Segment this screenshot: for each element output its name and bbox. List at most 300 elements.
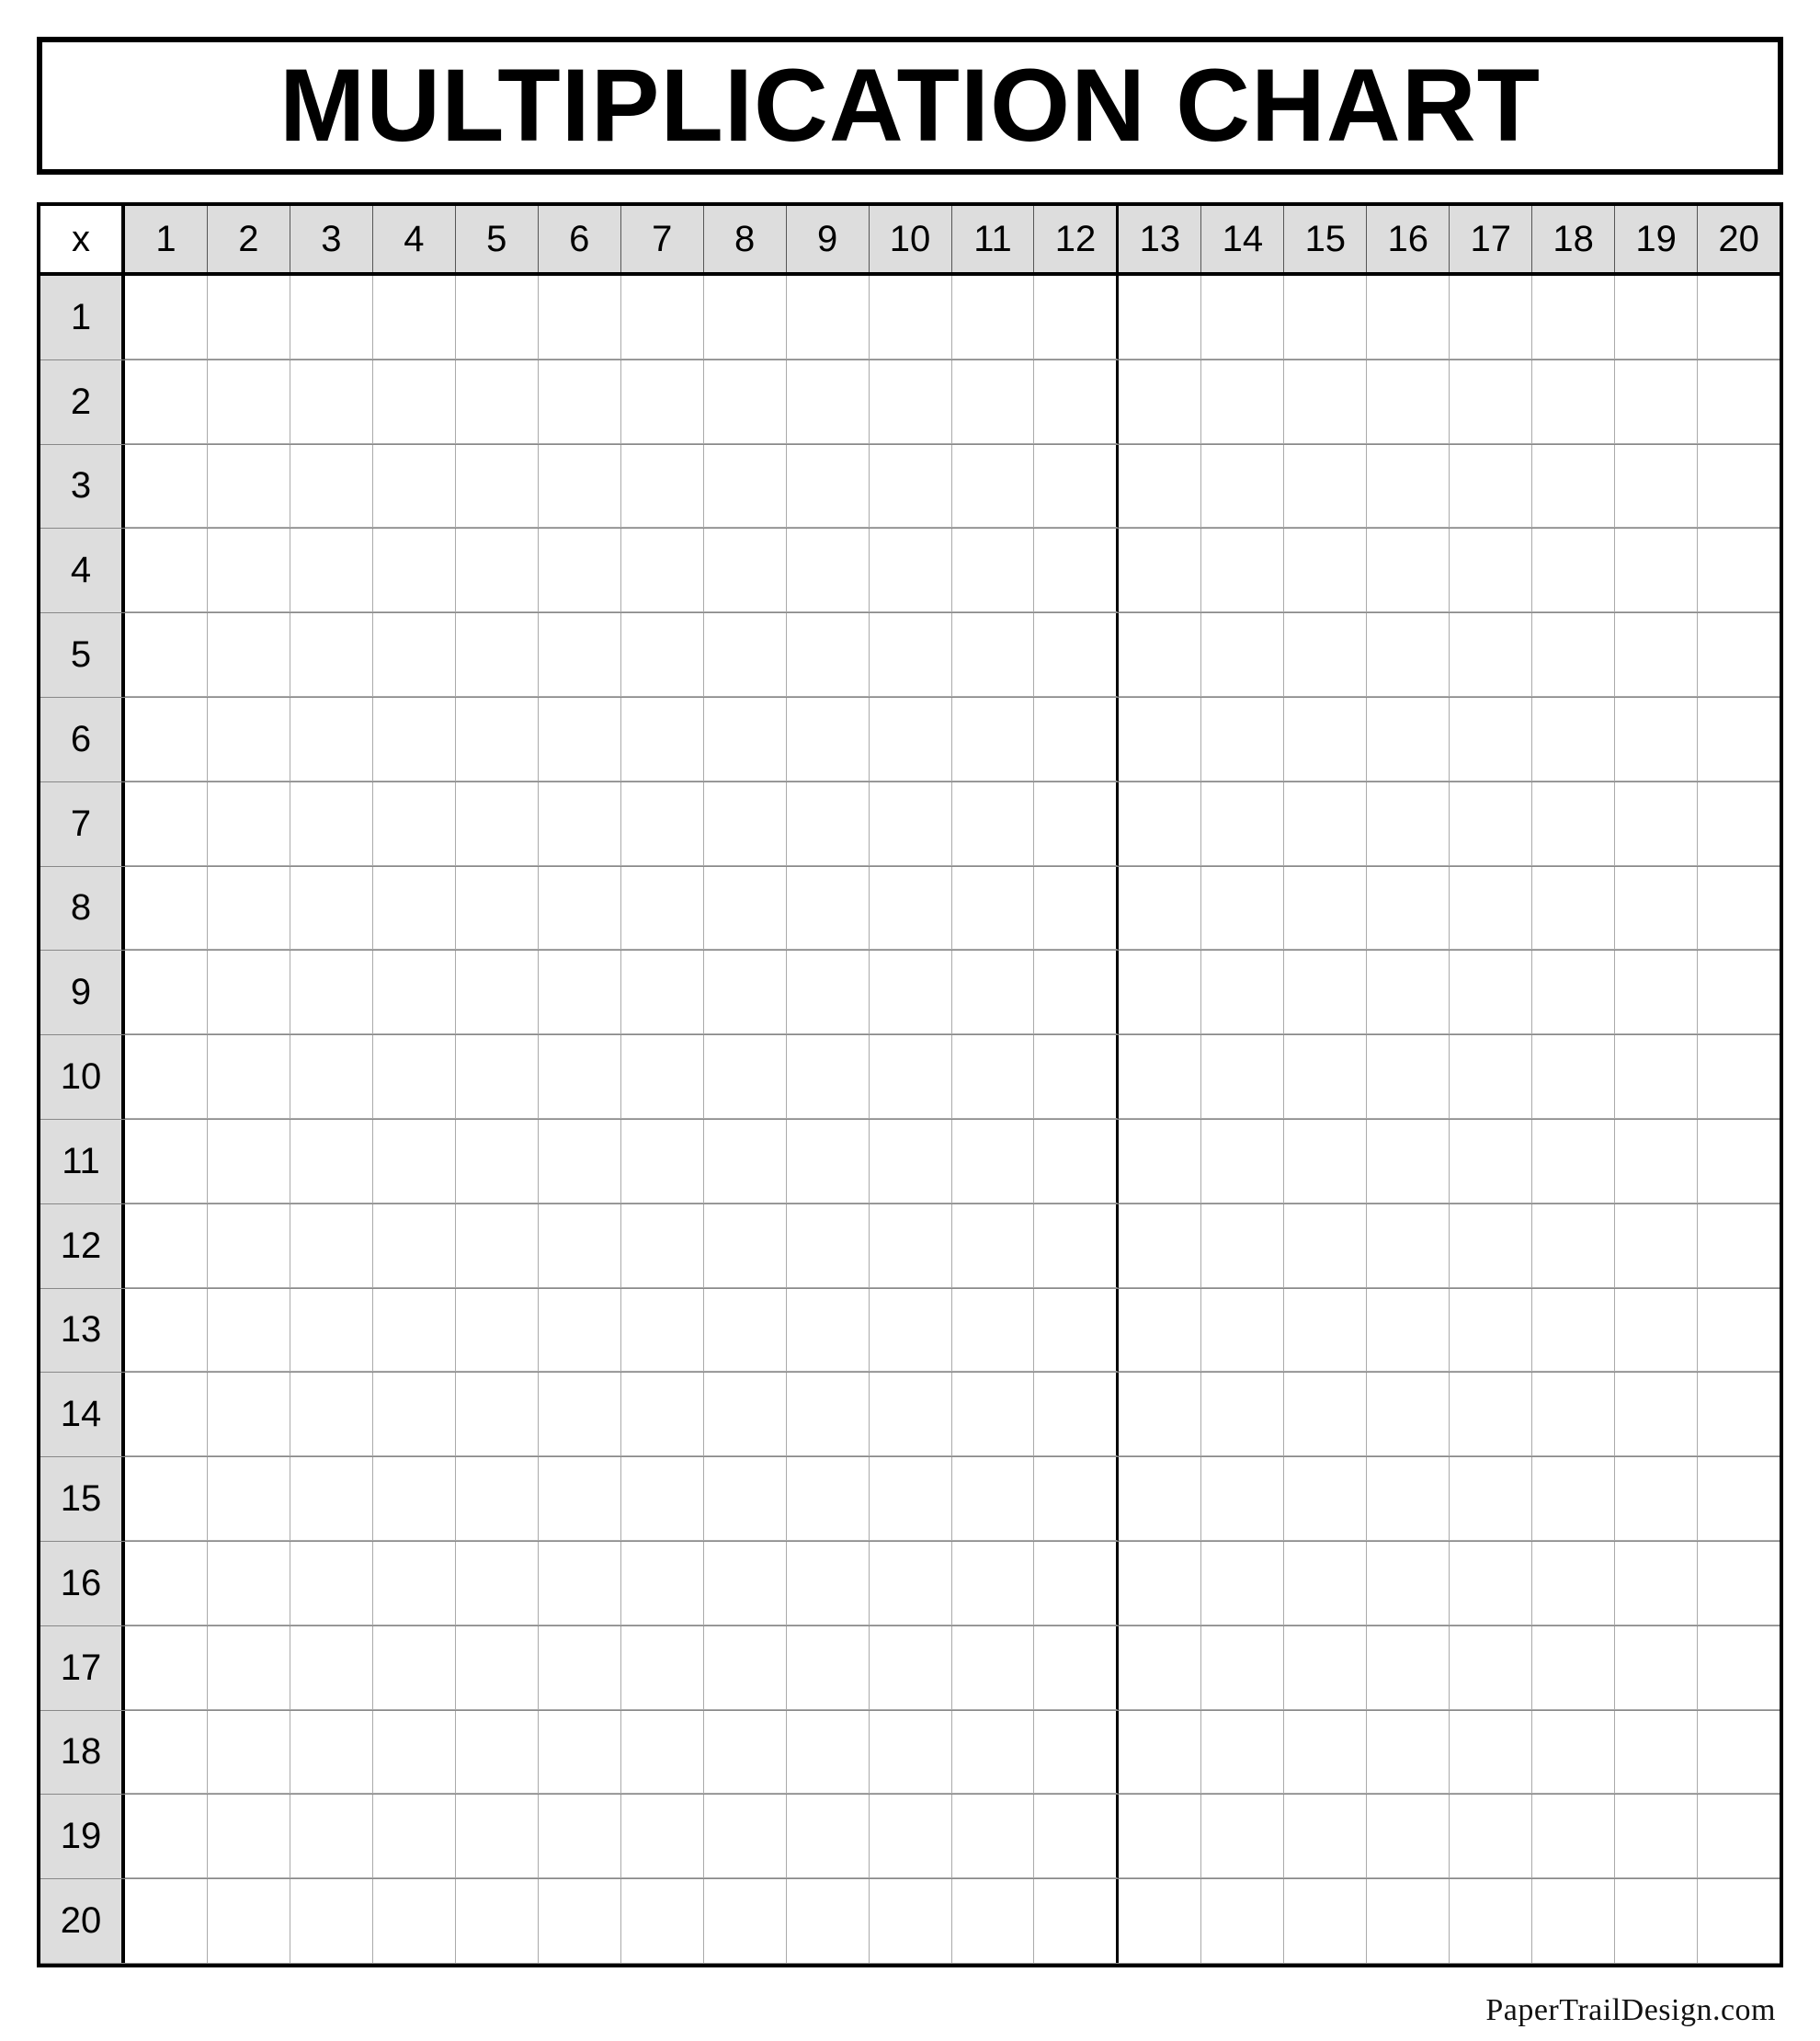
grid-cell[interactable] (539, 1879, 621, 1963)
grid-cell[interactable] (1367, 1204, 1450, 1288)
grid-cell[interactable] (1532, 360, 1615, 444)
grid-cell[interactable] (1119, 698, 1201, 781)
grid-cell[interactable] (1698, 951, 1780, 1034)
grid-cell[interactable] (704, 1626, 787, 1710)
grid-cell[interactable] (1532, 1542, 1615, 1625)
grid-cell[interactable] (208, 445, 290, 529)
grid-cell[interactable] (125, 613, 208, 697)
grid-cell[interactable] (290, 1879, 373, 1963)
grid-cell[interactable] (870, 276, 952, 359)
grid-cell[interactable] (373, 613, 456, 697)
grid-cell[interactable] (1119, 1711, 1201, 1795)
grid-cell[interactable] (704, 529, 787, 612)
grid-cell[interactable] (125, 1795, 208, 1878)
grid-cell[interactable] (1450, 276, 1532, 359)
grid-cell[interactable] (1532, 1120, 1615, 1203)
grid-cell[interactable] (456, 1373, 539, 1456)
grid-cell[interactable] (952, 1457, 1035, 1541)
grid-cell[interactable] (1034, 951, 1119, 1034)
grid-cell[interactable] (208, 276, 290, 359)
grid-cell[interactable] (787, 529, 870, 612)
grid-cell[interactable] (1367, 1795, 1450, 1878)
grid-cell[interactable] (1532, 529, 1615, 612)
grid-cell[interactable] (621, 1204, 704, 1288)
grid-cell[interactable] (539, 1795, 621, 1878)
grid-cell[interactable] (787, 698, 870, 781)
grid-cell[interactable] (787, 360, 870, 444)
grid-cell[interactable] (787, 1035, 870, 1119)
grid-cell[interactable] (1034, 867, 1119, 951)
grid-cell[interactable] (1367, 1542, 1450, 1625)
grid-cell[interactable] (1119, 782, 1201, 866)
grid-cell[interactable] (787, 1373, 870, 1456)
grid-cell[interactable] (1450, 867, 1532, 951)
grid-cell[interactable] (539, 1289, 621, 1373)
grid-cell[interactable] (1034, 1542, 1119, 1625)
grid-cell[interactable] (539, 867, 621, 951)
grid-cell[interactable] (1034, 1795, 1119, 1878)
grid-cell[interactable] (1284, 1795, 1367, 1878)
grid-cell[interactable] (373, 1035, 456, 1119)
grid-cell[interactable] (1034, 1626, 1119, 1710)
grid-cell[interactable] (125, 1289, 208, 1373)
grid-cell[interactable] (208, 1204, 290, 1288)
grid-cell[interactable] (1119, 1542, 1201, 1625)
grid-cell[interactable] (1532, 1879, 1615, 1963)
grid-cell[interactable] (1201, 782, 1284, 866)
grid-cell[interactable] (1119, 1120, 1201, 1203)
grid-cell[interactable] (952, 1035, 1035, 1119)
grid-cell[interactable] (1034, 360, 1119, 444)
grid-cell[interactable] (1367, 1711, 1450, 1795)
grid-cell[interactable] (1450, 1120, 1532, 1203)
grid-cell[interactable] (1034, 1035, 1119, 1119)
grid-cell[interactable] (208, 1626, 290, 1710)
grid-cell[interactable] (456, 1035, 539, 1119)
grid-cell[interactable] (539, 529, 621, 612)
grid-cell[interactable] (1615, 782, 1698, 866)
grid-cell[interactable] (870, 1289, 952, 1373)
grid-cell[interactable] (704, 276, 787, 359)
grid-cell[interactable] (290, 1035, 373, 1119)
grid-cell[interactable] (1698, 613, 1780, 697)
grid-cell[interactable] (1450, 613, 1532, 697)
grid-cell[interactable] (870, 1457, 952, 1541)
grid-cell[interactable] (1615, 1542, 1698, 1625)
grid-cell[interactable] (1367, 698, 1450, 781)
grid-cell[interactable] (539, 360, 621, 444)
grid-cell[interactable] (1615, 1795, 1698, 1878)
grid-cell[interactable] (456, 1711, 539, 1795)
grid-cell[interactable] (870, 1120, 952, 1203)
grid-cell[interactable] (621, 613, 704, 697)
grid-cell[interactable] (1034, 1204, 1119, 1288)
grid-cell[interactable] (1284, 782, 1367, 866)
grid-cell[interactable] (290, 867, 373, 951)
grid-cell[interactable] (208, 360, 290, 444)
grid-cell[interactable] (456, 1457, 539, 1541)
grid-cell[interactable] (952, 1120, 1035, 1203)
grid-cell[interactable] (290, 782, 373, 866)
grid-cell[interactable] (1284, 867, 1367, 951)
grid-cell[interactable] (870, 1795, 952, 1878)
grid-cell[interactable] (621, 529, 704, 612)
grid-cell[interactable] (952, 529, 1035, 612)
grid-cell[interactable] (290, 1373, 373, 1456)
grid-cell[interactable] (1367, 360, 1450, 444)
grid-cell[interactable] (621, 1120, 704, 1203)
grid-cell[interactable] (373, 1879, 456, 1963)
grid-cell[interactable] (704, 1457, 787, 1541)
grid-cell[interactable] (290, 1626, 373, 1710)
grid-cell[interactable] (870, 1711, 952, 1795)
grid-cell[interactable] (1450, 360, 1532, 444)
grid-cell[interactable] (1284, 698, 1367, 781)
grid-cell[interactable] (787, 1879, 870, 1963)
grid-cell[interactable] (208, 529, 290, 612)
grid-cell[interactable] (1450, 1542, 1532, 1625)
grid-cell[interactable] (373, 698, 456, 781)
grid-cell[interactable] (1698, 1711, 1780, 1795)
grid-cell[interactable] (290, 445, 373, 529)
grid-cell[interactable] (1532, 445, 1615, 529)
grid-cell[interactable] (290, 698, 373, 781)
grid-cell[interactable] (373, 1542, 456, 1625)
grid-cell[interactable] (1367, 1879, 1450, 1963)
grid-cell[interactable] (1532, 782, 1615, 866)
grid-cell[interactable] (1284, 1373, 1367, 1456)
grid-cell[interactable] (1034, 1711, 1119, 1795)
grid-cell[interactable] (208, 782, 290, 866)
grid-cell[interactable] (1615, 1373, 1698, 1456)
grid-cell[interactable] (1367, 1035, 1450, 1119)
grid-cell[interactable] (1450, 1204, 1532, 1288)
grid-cell[interactable] (539, 1373, 621, 1456)
grid-cell[interactable] (1615, 1457, 1698, 1541)
grid-cell[interactable] (1034, 613, 1119, 697)
grid-cell[interactable] (787, 1626, 870, 1710)
grid-cell[interactable] (208, 1373, 290, 1456)
grid-cell[interactable] (125, 1204, 208, 1288)
grid-cell[interactable] (952, 276, 1035, 359)
grid-cell[interactable] (952, 613, 1035, 697)
grid-cell[interactable] (1450, 1373, 1532, 1456)
grid-cell[interactable] (1698, 1542, 1780, 1625)
grid-cell[interactable] (787, 1120, 870, 1203)
grid-cell[interactable] (1698, 698, 1780, 781)
grid-cell[interactable] (787, 1795, 870, 1878)
grid-cell[interactable] (1698, 1120, 1780, 1203)
grid-cell[interactable] (456, 445, 539, 529)
grid-cell[interactable] (208, 1711, 290, 1795)
grid-cell[interactable] (1450, 698, 1532, 781)
grid-cell[interactable] (1367, 867, 1450, 951)
grid-cell[interactable] (1034, 782, 1119, 866)
grid-cell[interactable] (1119, 1626, 1201, 1710)
grid-cell[interactable] (456, 1120, 539, 1203)
grid-cell[interactable] (870, 698, 952, 781)
grid-cell[interactable] (1201, 1542, 1284, 1625)
grid-cell[interactable] (125, 782, 208, 866)
grid-cell[interactable] (125, 360, 208, 444)
grid-cell[interactable] (208, 1289, 290, 1373)
grid-cell[interactable] (1284, 951, 1367, 1034)
grid-cell[interactable] (125, 1035, 208, 1119)
grid-cell[interactable] (621, 1542, 704, 1625)
grid-cell[interactable] (1698, 1626, 1780, 1710)
grid-cell[interactable] (456, 782, 539, 866)
grid-cell[interactable] (621, 698, 704, 781)
grid-cell[interactable] (373, 276, 456, 359)
grid-cell[interactable] (1201, 360, 1284, 444)
grid-cell[interactable] (1532, 1373, 1615, 1456)
grid-cell[interactable] (952, 445, 1035, 529)
grid-cell[interactable] (704, 613, 787, 697)
grid-cell[interactable] (1201, 698, 1284, 781)
grid-cell[interactable] (1201, 276, 1284, 359)
grid-cell[interactable] (1532, 1795, 1615, 1878)
grid-cell[interactable] (208, 1795, 290, 1878)
grid-cell[interactable] (1450, 1795, 1532, 1878)
grid-cell[interactable] (125, 867, 208, 951)
grid-cell[interactable] (621, 1035, 704, 1119)
grid-cell[interactable] (621, 360, 704, 444)
grid-cell[interactable] (1615, 276, 1698, 359)
grid-cell[interactable] (1367, 445, 1450, 529)
grid-cell[interactable] (373, 1289, 456, 1373)
grid-cell[interactable] (621, 276, 704, 359)
grid-cell[interactable] (1119, 1879, 1201, 1963)
grid-cell[interactable] (1532, 951, 1615, 1034)
grid-cell[interactable] (1698, 529, 1780, 612)
grid-cell[interactable] (621, 1457, 704, 1541)
grid-cell[interactable] (1532, 698, 1615, 781)
grid-cell[interactable] (1119, 445, 1201, 529)
grid-cell[interactable] (373, 1120, 456, 1203)
grid-cell[interactable] (952, 1795, 1035, 1878)
grid-cell[interactable] (1034, 1289, 1119, 1373)
grid-cell[interactable] (952, 782, 1035, 866)
grid-cell[interactable] (1615, 1289, 1698, 1373)
grid-cell[interactable] (704, 951, 787, 1034)
grid-cell[interactable] (456, 360, 539, 444)
grid-cell[interactable] (1698, 360, 1780, 444)
grid-cell[interactable] (208, 951, 290, 1034)
grid-cell[interactable] (1284, 613, 1367, 697)
grid-cell[interactable] (1450, 1879, 1532, 1963)
grid-cell[interactable] (1201, 1626, 1284, 1710)
grid-cell[interactable] (1034, 445, 1119, 529)
grid-cell[interactable] (1367, 1120, 1450, 1203)
grid-cell[interactable] (373, 782, 456, 866)
grid-cell[interactable] (1698, 867, 1780, 951)
grid-cell[interactable] (539, 782, 621, 866)
grid-cell[interactable] (1698, 1204, 1780, 1288)
grid-cell[interactable] (1450, 782, 1532, 866)
grid-cell[interactable] (1450, 951, 1532, 1034)
grid-cell[interactable] (787, 782, 870, 866)
grid-cell[interactable] (704, 360, 787, 444)
grid-cell[interactable] (1615, 1120, 1698, 1203)
grid-cell[interactable] (952, 698, 1035, 781)
grid-cell[interactable] (870, 445, 952, 529)
grid-cell[interactable] (373, 1457, 456, 1541)
grid-cell[interactable] (952, 1373, 1035, 1456)
grid-cell[interactable] (787, 1711, 870, 1795)
grid-cell[interactable] (952, 1711, 1035, 1795)
grid-cell[interactable] (1450, 529, 1532, 612)
grid-cell[interactable] (1284, 360, 1367, 444)
grid-cell[interactable] (1615, 1204, 1698, 1288)
grid-cell[interactable] (1532, 1204, 1615, 1288)
grid-cell[interactable] (787, 276, 870, 359)
grid-cell[interactable] (621, 867, 704, 951)
grid-cell[interactable] (456, 613, 539, 697)
grid-cell[interactable] (1284, 1204, 1367, 1288)
grid-cell[interactable] (787, 1289, 870, 1373)
grid-cell[interactable] (704, 1542, 787, 1625)
grid-cell[interactable] (704, 867, 787, 951)
grid-cell[interactable] (1119, 1204, 1201, 1288)
grid-cell[interactable] (870, 1542, 952, 1625)
grid-cell[interactable] (704, 1879, 787, 1963)
grid-cell[interactable] (456, 1204, 539, 1288)
grid-cell[interactable] (952, 867, 1035, 951)
grid-cell[interactable] (1367, 1626, 1450, 1710)
grid-cell[interactable] (1615, 698, 1698, 781)
grid-cell[interactable] (1450, 1711, 1532, 1795)
grid-cell[interactable] (952, 1879, 1035, 1963)
grid-cell[interactable] (704, 1120, 787, 1203)
grid-cell[interactable] (539, 1542, 621, 1625)
grid-cell[interactable] (125, 1373, 208, 1456)
grid-cell[interactable] (1367, 782, 1450, 866)
grid-cell[interactable] (1698, 1795, 1780, 1878)
grid-cell[interactable] (1119, 613, 1201, 697)
grid-cell[interactable] (1119, 1457, 1201, 1541)
grid-cell[interactable] (539, 1120, 621, 1203)
grid-cell[interactable] (539, 698, 621, 781)
grid-cell[interactable] (1450, 1626, 1532, 1710)
grid-cell[interactable] (1450, 445, 1532, 529)
grid-cell[interactable] (1034, 1879, 1119, 1963)
grid-cell[interactable] (1615, 360, 1698, 444)
grid-cell[interactable] (1367, 1373, 1450, 1456)
grid-cell[interactable] (1615, 529, 1698, 612)
grid-cell[interactable] (621, 1289, 704, 1373)
grid-cell[interactable] (952, 360, 1035, 444)
grid-cell[interactable] (1450, 1289, 1532, 1373)
grid-cell[interactable] (787, 867, 870, 951)
grid-cell[interactable] (290, 276, 373, 359)
grid-cell[interactable] (373, 1626, 456, 1710)
grid-cell[interactable] (1284, 445, 1367, 529)
grid-cell[interactable] (290, 1289, 373, 1373)
grid-cell[interactable] (704, 1204, 787, 1288)
grid-cell[interactable] (621, 1626, 704, 1710)
grid-cell[interactable] (373, 1204, 456, 1288)
grid-cell[interactable] (1615, 1035, 1698, 1119)
grid-cell[interactable] (870, 951, 952, 1034)
grid-cell[interactable] (1284, 1120, 1367, 1203)
grid-cell[interactable] (208, 1457, 290, 1541)
grid-cell[interactable] (373, 951, 456, 1034)
grid-cell[interactable] (1034, 276, 1119, 359)
grid-cell[interactable] (1119, 1795, 1201, 1878)
grid-cell[interactable] (539, 1457, 621, 1541)
grid-cell[interactable] (1698, 1879, 1780, 1963)
grid-cell[interactable] (1367, 276, 1450, 359)
grid-cell[interactable] (125, 698, 208, 781)
grid-cell[interactable] (870, 1035, 952, 1119)
grid-cell[interactable] (704, 1711, 787, 1795)
grid-cell[interactable] (1034, 1373, 1119, 1456)
grid-cell[interactable] (1119, 529, 1201, 612)
grid-cell[interactable] (125, 1457, 208, 1541)
grid-cell[interactable] (208, 1879, 290, 1963)
grid-cell[interactable] (870, 782, 952, 866)
grid-cell[interactable] (1119, 1289, 1201, 1373)
grid-cell[interactable] (1284, 276, 1367, 359)
grid-cell[interactable] (1034, 1120, 1119, 1203)
grid-cell[interactable] (870, 1373, 952, 1456)
grid-cell[interactable] (1532, 1035, 1615, 1119)
grid-cell[interactable] (1367, 951, 1450, 1034)
grid-cell[interactable] (456, 529, 539, 612)
grid-cell[interactable] (704, 1035, 787, 1119)
grid-cell[interactable] (290, 1711, 373, 1795)
grid-cell[interactable] (1119, 951, 1201, 1034)
grid-cell[interactable] (1201, 867, 1284, 951)
grid-cell[interactable] (952, 1626, 1035, 1710)
grid-cell[interactable] (1201, 1711, 1284, 1795)
grid-cell[interactable] (1119, 1373, 1201, 1456)
grid-cell[interactable] (1034, 529, 1119, 612)
grid-cell[interactable] (456, 951, 539, 1034)
grid-cell[interactable] (1284, 529, 1367, 612)
grid-cell[interactable] (290, 1204, 373, 1288)
grid-cell[interactable] (1532, 1626, 1615, 1710)
grid-cell[interactable] (1367, 613, 1450, 697)
grid-cell[interactable] (125, 1542, 208, 1625)
grid-cell[interactable] (125, 276, 208, 359)
grid-cell[interactable] (1284, 1879, 1367, 1963)
grid-cell[interactable] (1532, 867, 1615, 951)
grid-cell[interactable] (1532, 1457, 1615, 1541)
grid-cell[interactable] (125, 1120, 208, 1203)
grid-cell[interactable] (1450, 1457, 1532, 1541)
grid-cell[interactable] (621, 951, 704, 1034)
grid-cell[interactable] (1119, 1035, 1201, 1119)
grid-cell[interactable] (1450, 1035, 1532, 1119)
grid-cell[interactable] (290, 1542, 373, 1625)
grid-cell[interactable] (787, 951, 870, 1034)
grid-cell[interactable] (208, 1035, 290, 1119)
grid-cell[interactable] (870, 360, 952, 444)
grid-cell[interactable] (1201, 951, 1284, 1034)
grid-cell[interactable] (870, 1204, 952, 1288)
grid-cell[interactable] (290, 1795, 373, 1878)
grid-cell[interactable] (704, 1373, 787, 1456)
grid-cell[interactable] (787, 445, 870, 529)
grid-cell[interactable] (870, 867, 952, 951)
grid-cell[interactable] (704, 782, 787, 866)
grid-cell[interactable] (208, 867, 290, 951)
grid-cell[interactable] (1367, 1457, 1450, 1541)
grid-cell[interactable] (125, 1879, 208, 1963)
grid-cell[interactable] (1119, 276, 1201, 359)
grid-cell[interactable] (290, 951, 373, 1034)
